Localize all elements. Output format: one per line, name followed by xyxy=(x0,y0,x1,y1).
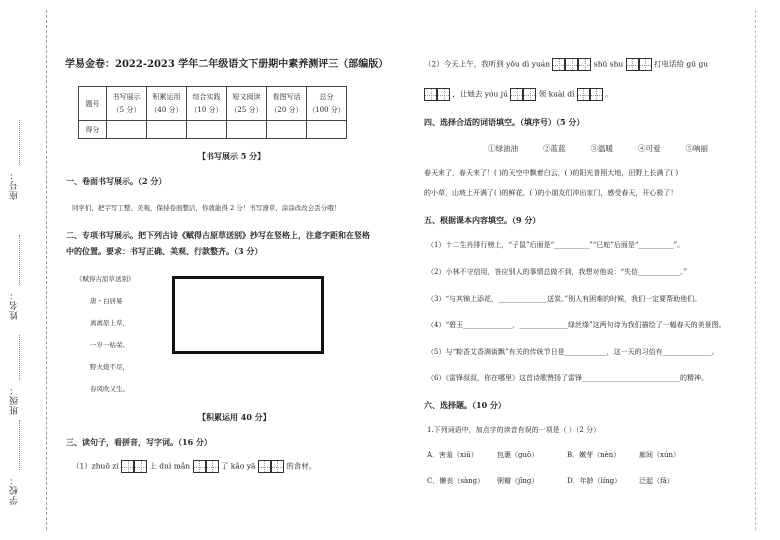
section-5-item: （1）十二生肖排行榜上，“子鼠”后面是“__________”“巳蛇”后面是“__________”。 xyxy=(427,241,685,249)
section-3-q1 xyxy=(72,460,316,473)
poem-line: 一岁一枯荣。 xyxy=(90,341,129,349)
option-d-word2: 泛起（fǎ） xyxy=(639,477,674,485)
option-b-word2: 廊间（xún） xyxy=(639,451,680,459)
score-col-picture-writing: 看图写话 （20 分） xyxy=(267,87,307,121)
band-accumulation: 【积累运用 40 分】 xyxy=(198,412,271,422)
section-3-title: 三、读句子，看拼音，写字词。（16 分） xyxy=(66,437,212,447)
section-1-title: 一、卷面书写展示。（2 分） xyxy=(66,176,167,186)
class-line xyxy=(19,335,20,380)
char-box[interactable] xyxy=(523,88,536,101)
poem-author: 唐・白居易 xyxy=(90,297,123,305)
poem-block xyxy=(76,268,135,400)
section-4-options xyxy=(488,143,708,154)
char-box[interactable] xyxy=(552,58,565,71)
q2-end: 打电话给 gū gu xyxy=(654,59,709,69)
q2-line2-mid1: ，让她去 yóu jú xyxy=(452,89,508,99)
char-box[interactable] xyxy=(258,460,271,473)
char-box[interactable] xyxy=(437,88,450,101)
option-c[interactable]: C．懒丧（sàng） xyxy=(427,477,485,485)
poem-line: 离离原上草， xyxy=(90,319,129,327)
char-box[interactable] xyxy=(193,460,206,473)
score-cell[interactable] xyxy=(267,121,307,139)
char-box[interactable] xyxy=(578,58,591,71)
section-2-title-line2: 中的位置。要求：书写正确、美观、行款整齐。（3 分） xyxy=(66,246,263,256)
section-4-title: 四、选择合适的词语填空。（填序号）（5 分） xyxy=(424,117,585,127)
section-5-item: （2）小林不守信用，答应别人的事情总做不到，我想对他说：“失信____________。” xyxy=(427,268,688,276)
score-table xyxy=(78,86,347,139)
poem-line: 春风吹又生。 xyxy=(90,385,129,393)
option-c-word2: 粥瓣（jīng） xyxy=(497,477,539,485)
q2-line2-mid2: 领 kuài dì xyxy=(538,89,575,99)
section-2-title-line1: 二、专项书写展示。把下列古诗《赋得古原草送别》抄写在竖格上，注意字距和在竖格 xyxy=(66,230,370,240)
char-box[interactable] xyxy=(639,58,652,71)
option-5: ⑤响丽 xyxy=(685,144,708,153)
score-cell[interactable] xyxy=(227,121,267,139)
char-box[interactable] xyxy=(134,460,147,473)
option-1: ①绿油油 xyxy=(488,144,518,153)
q2-prefix: （2）今天上午，我听到 yǒu dì yuán xyxy=(424,59,551,69)
section-5-item: （4）“碧玉______________，______________绿丝绦”这两句诗为我们描绘了一幅春天的美景图。 xyxy=(427,321,726,329)
section-5-title: 五、根据课本内容填空。（9 分） xyxy=(424,215,541,225)
option-4: ④可爱 xyxy=(638,144,661,153)
section-3-q2-line2 xyxy=(424,88,613,101)
score-col-practice: 综合实践 （10 分） xyxy=(187,87,227,121)
score-table-score-row xyxy=(79,121,347,139)
option-d[interactable]: D．年龄（líng） xyxy=(567,477,622,485)
exam-title: 学易金卷：2022-2023 学年二年级语文下册期中素养测评三（部编版） xyxy=(65,59,389,70)
q1-pinyin-mid2: 了 kǎo yā xyxy=(220,461,256,471)
score-col-writing: 书写展示 （5 分） xyxy=(107,87,147,121)
score-cell[interactable] xyxy=(187,121,227,139)
score-cell[interactable] xyxy=(147,121,187,139)
binding-dashed-line xyxy=(46,10,47,530)
poem-title: 《赋得古原草送别》 xyxy=(76,275,135,283)
poem-line: 野火烧不尽， xyxy=(90,363,129,371)
section-5-item: （3）“与其锦上添花，______________送炭。”别人有困难的时候，我们一定要帮助他们。 xyxy=(427,295,702,303)
score-cell[interactable] xyxy=(107,121,147,139)
option-a-word2: 包裹（guǒ） xyxy=(497,451,539,459)
class-label: 班级： xyxy=(10,385,20,415)
score-cell[interactable] xyxy=(307,121,347,139)
score-col-accumulation: 积累运用 （40 分） xyxy=(147,87,187,121)
char-box[interactable] xyxy=(510,88,523,101)
char-box[interactable] xyxy=(424,88,437,101)
question-number-header: 题号 xyxy=(79,87,107,121)
option-b[interactable]: B．嫩芽（nèn） xyxy=(567,451,621,459)
char-box[interactable] xyxy=(206,460,219,473)
char-box[interactable] xyxy=(590,88,603,101)
option-2: ②蓝蓝 xyxy=(543,144,566,153)
score-col-reading: 短文阅读 （25 分） xyxy=(227,87,267,121)
char-box[interactable] xyxy=(626,58,639,71)
char-box[interactable] xyxy=(565,58,578,71)
char-box[interactable] xyxy=(271,460,284,473)
seat-number-line xyxy=(19,120,20,165)
score-col-total: 总分 （100 分） xyxy=(307,87,347,121)
section-6-title: 六、选择题。（10 分） xyxy=(424,400,506,410)
q1-pinyin-prefix: （1）zhuō zi xyxy=(72,461,119,471)
band-writing-display: 【书写展示 5 分】 xyxy=(198,151,266,161)
section-5-item: （5）与“粽香艾香满街飘”有关的传统节日是____________，这一天的习俗有______________。 xyxy=(427,348,719,356)
poem-writing-box[interactable] xyxy=(172,276,324,354)
char-box[interactable] xyxy=(577,88,590,101)
right-dashed-line xyxy=(755,10,756,530)
name-label: 姓名： xyxy=(10,290,20,320)
section-1-text: 同学们，把字写工整、美观，保持卷面整洁，你就能得 2 分！书写潦草，涂涂改改会丢分哦！ xyxy=(72,204,341,212)
score-row-header: 得分 xyxy=(79,121,107,139)
q2-line2-end: 。 xyxy=(605,89,613,99)
option-3: ③温暖 xyxy=(590,144,613,153)
seat-number-label: 座号： xyxy=(10,170,20,200)
section-4-line1: 春天来了，春天来了！( )的天空中飘着白云，( )的阳光普照大地，田野上长满了( ) xyxy=(424,169,679,177)
name-line xyxy=(19,235,20,285)
section-4-line2: 的小草，山坡上开满了( )的鲜花，( )的小朋友们冲出家门，感受春天，开心极了！ xyxy=(424,189,678,197)
q2-mid: shū shu xyxy=(593,59,624,69)
school-label: 学校： xyxy=(10,475,20,505)
option-a[interactable]: A．害羞（xiū） xyxy=(427,451,478,459)
school-line xyxy=(19,420,20,470)
section-5-item: （6）《雷锋叔叔，你在哪里》这首诗歌赞扬了雷锋____________________________的精神。 xyxy=(427,374,708,382)
q1-pinyin-mid1: 上 duì mǎn xyxy=(149,461,191,471)
q1-end: 的食材。 xyxy=(286,461,317,471)
section-6-q1: 1.下列词语中，加点字的读音有误的一项是（ ）（2 分） xyxy=(427,426,601,434)
score-table-header-row xyxy=(79,87,347,121)
char-box[interactable] xyxy=(121,460,134,473)
section-3-q2-line1 xyxy=(424,58,708,71)
